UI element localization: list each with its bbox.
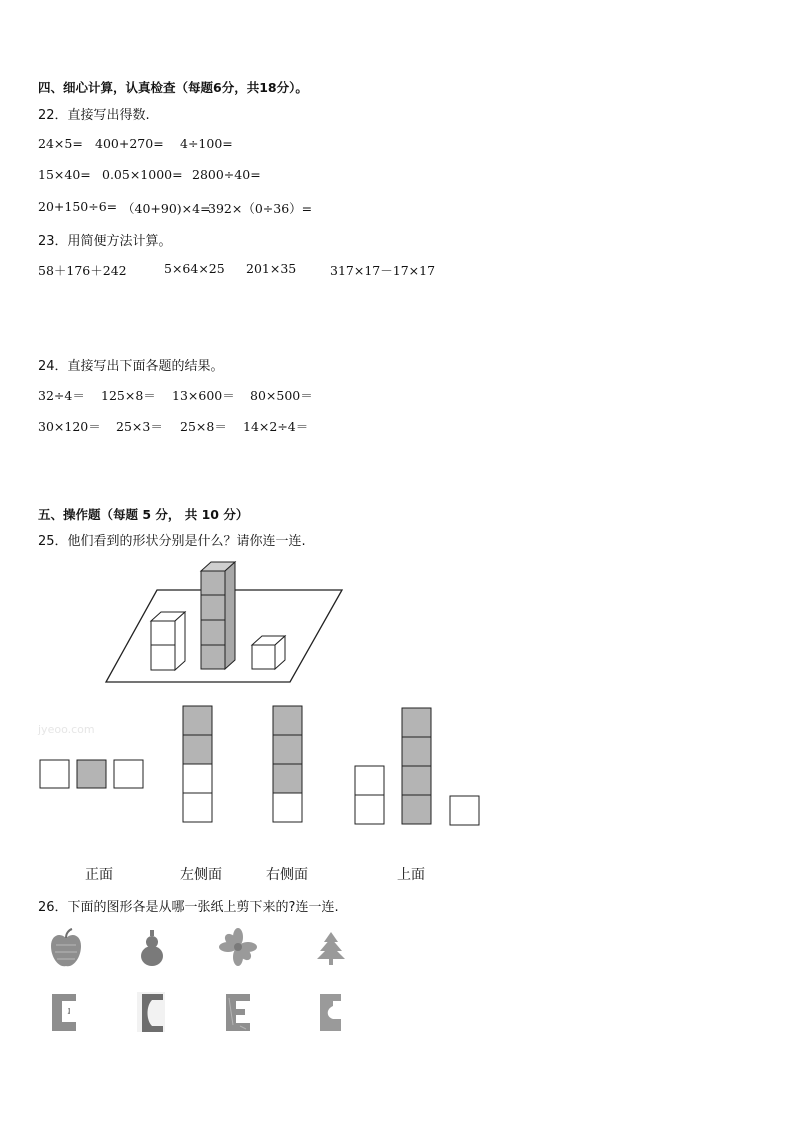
calc-item: 14×2÷4＝ — [243, 419, 309, 434]
cut-paper-icon — [320, 994, 341, 1031]
q24-title: 24．直接写出下面各题的结果。 — [38, 359, 224, 374]
apple-cutout-icon — [51, 929, 81, 966]
calc-item: 0.05×1000= — [102, 167, 183, 182]
view-option-row — [40, 760, 143, 788]
q22-title: 22．直接写出得数. — [38, 108, 150, 123]
q26-title: 26．下面的图形各是从哪一张纸上剪下来的?连一连. — [38, 900, 339, 915]
view-option-e — [402, 708, 431, 824]
section4-title: 四、细心计算，认真检查（每题6分，共18分）。 — [38, 80, 308, 95]
view-label-top: 上面 — [397, 867, 425, 883]
section5-title: 五、操作题（每题 5 分， 共 10 分） — [38, 507, 249, 522]
view-option-d — [355, 766, 384, 824]
calc-item: 392×（0÷36）= — [208, 201, 313, 216]
single-cube — [252, 636, 285, 669]
calc-item: 30×120＝ — [38, 419, 101, 434]
calc-item: 80×500＝ — [250, 388, 313, 403]
calc-item: 32÷4＝ — [38, 388, 85, 403]
calc-item: 13×600＝ — [172, 388, 235, 403]
cube-tower-gray — [201, 562, 235, 669]
calc-item: （40+90)×4= — [122, 201, 211, 216]
flower-cutout-icon — [219, 928, 257, 966]
calc-item: 4÷100= — [180, 136, 233, 151]
calc-item: 5×64×25 — [164, 261, 225, 276]
q23-title: 23．用简便方法计算。 — [38, 234, 172, 249]
calc-item: 125×8＝ — [101, 388, 156, 403]
tree-cutout-icon — [317, 932, 345, 965]
view-label-left: 左侧面 — [180, 867, 222, 883]
view-option-b — [183, 706, 212, 822]
calc-item: 400+270= — [95, 136, 164, 151]
cut-paper-icon — [226, 994, 250, 1031]
view-label-front: 正面 — [85, 867, 113, 883]
watermark: jyeoo.com — [38, 723, 95, 736]
calc-item: 2800÷40= — [192, 167, 261, 182]
calc-item: 201×35 — [246, 261, 297, 276]
view-option-f — [450, 796, 479, 825]
cut-paper-icon — [137, 992, 165, 1032]
calc-item: 15×40= — [38, 167, 91, 182]
calc-item: 20+150÷6= — [38, 199, 118, 214]
gourd-cutout-icon — [141, 930, 163, 966]
calc-item: 25×8＝ — [180, 419, 227, 434]
q25-title: 25．他们看到的形状分别是什么？请你连一连. — [38, 534, 306, 549]
cube-stack-white — [151, 612, 185, 670]
calc-item: 317×17－17×17 — [330, 263, 436, 278]
calc-item: 24×5= — [38, 136, 83, 151]
calc-item: 58＋176＋242 — [38, 263, 127, 278]
calc-item: 25×3＝ — [116, 419, 163, 434]
view-option-c — [273, 706, 302, 822]
view-label-right: 右侧面 — [266, 867, 308, 883]
cut-paper-icon — [52, 994, 76, 1031]
